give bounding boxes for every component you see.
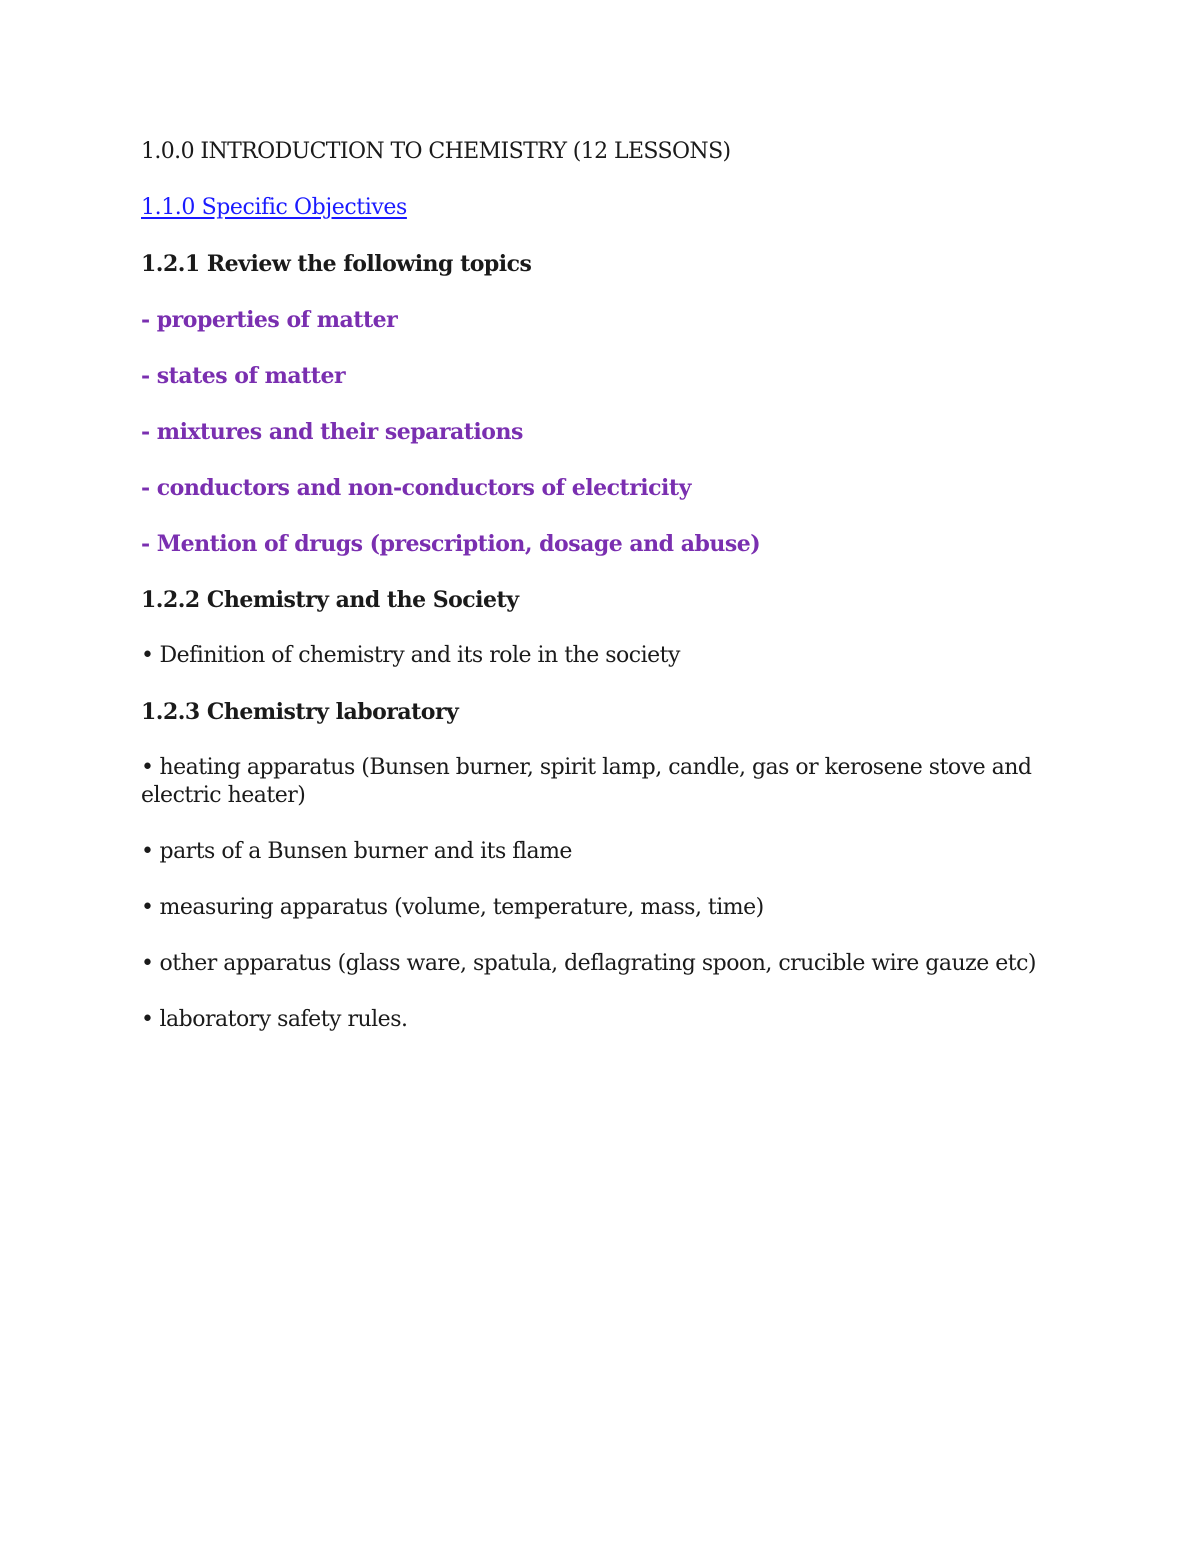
- lab-item-other-apparatus: [141, 950, 1041, 978]
- section-heading-review: 1.2.1 Review the following topics: [141, 251, 532, 277]
- bullet-icon: •: [141, 895, 154, 920]
- lab-item-text: other apparatus (glass ware, spatula, deflagrating spoon, crucible wire gauze etc): [159, 951, 1036, 976]
- bullet-icon: •: [141, 951, 154, 976]
- review-item-mixtures: - mixtures and their separations: [141, 419, 523, 445]
- lab-item-text: measuring apparatus (volume, temperature, mass, time): [159, 895, 764, 920]
- lab-item-bunsen-parts: [141, 838, 1041, 866]
- lab-item-text: laboratory safety rules.: [159, 1007, 408, 1032]
- review-item-drugs: - Mention of drugs (prescription, dosage and abuse): [141, 531, 761, 557]
- bullet-icon: •: [141, 643, 154, 668]
- bullet-icon: •: [141, 839, 154, 864]
- document-page: [141, 138, 1041, 1034]
- review-item-states: - states of matter: [141, 363, 346, 389]
- society-item-text: Definition of chemistry and its role in the society: [159, 643, 680, 668]
- bullet-icon: •: [141, 1007, 154, 1032]
- review-item-conductors: - conductors and non-conductors of electricity: [141, 475, 691, 501]
- specific-objectives-link[interactable]: 1.1.0 Specific Objectives: [141, 195, 407, 220]
- lab-item-measuring: [141, 894, 1041, 922]
- society-item-definition: [141, 642, 1041, 670]
- bullet-icon: •: [141, 755, 154, 780]
- lab-item-text: parts of a Bunsen burner and its flame: [159, 839, 572, 864]
- lab-item-safety: [141, 1006, 1041, 1034]
- review-item-properties: - properties of matter: [141, 307, 398, 333]
- lab-item-text: heating apparatus (Bunsen burner, spirit lamp, candle, gas or kerosene stove and electric heater): [141, 755, 1032, 808]
- section-heading-laboratory: 1.2.3 Chemistry laboratory: [141, 699, 459, 725]
- objectives-link-row: [141, 194, 1041, 222]
- document-title: 1.0.0 INTRODUCTION TO CHEMISTRY (12 LESSONS): [141, 139, 731, 164]
- section-heading-society: 1.2.2 Chemistry and the Society: [141, 587, 519, 613]
- lab-item-heating: [141, 754, 1041, 810]
